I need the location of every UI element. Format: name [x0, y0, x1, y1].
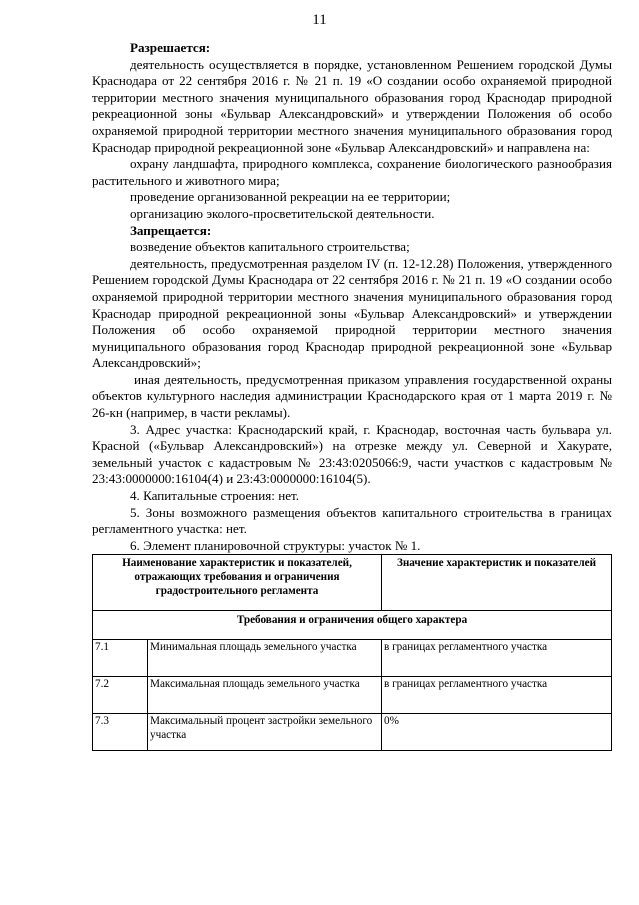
section-planning-element: 6. Элемент планировочной структуры: участок № 1. — [130, 537, 421, 553]
row-number: 7.3 — [93, 714, 148, 751]
table-header-row — [93, 555, 612, 611]
section-placement-zones: 5. Зоны возможного размещения объектов капитального строительства в границах регламентного участка: нет. — [92, 504, 612, 537]
table-header-right: Значение характеристик и показателей — [382, 555, 612, 611]
allowed-item: организацию эколого-просветительской деятельности. — [130, 205, 435, 221]
table-group-row — [93, 611, 612, 640]
prohibited-item: возведение объектов капитального строительства; — [130, 239, 410, 255]
row-number: 7.2 — [93, 677, 148, 714]
document-body — [92, 40, 612, 751]
row-value: 0% — [382, 714, 612, 751]
allowed-intro: деятельность осуществляется в порядке, установленном Решением городской Думы Краснодара от 22 сентября 2016 г. № 21 п. 19 «О создании особо охраняемой природной территории местного значения муниципального образования город Краснодар природной рекреационной зоны «Бульвар Александровский» и утверждении Положения об особо охраняемой природной территории местного значения муниципального образования город Краснодар природной рекреационной зоне «Бульвар Александровский» и направлена на: — [92, 56, 612, 155]
allowed-item: проведение организованной рекреации на ее территории; — [130, 189, 451, 205]
table-header-left: Наименование характеристик и показателей, отражающих требования и ограничения градостроительного регламента — [93, 555, 382, 611]
row-value: в границах регламентного участка — [382, 640, 612, 677]
allowed-heading: Разрешается: — [130, 40, 211, 55]
page-number: 11 — [312, 12, 327, 28]
section-address: 3. Адрес участка: Краснодарский край, г. Краснодар, восточная часть бульвара ул. Красной («Бульвар Александровский») на отрезке между ул. Северной и Хакурате, земельный участок с кадастровым № 23:43:0205066:9, части участков с кадастровым № 23:43:0000000:16104(4) и 23:43:0000000:16104(5). — [92, 421, 612, 487]
row-value: в границах регламентного участка — [382, 677, 612, 714]
row-name: Максимальный процент застройки земельного участка — [148, 714, 382, 751]
table-row — [93, 677, 612, 714]
prohibited-item: деятельность, предусмотренная разделом IV (п. 12-12.28) Положения, утвержденного Решением городской Думы Краснодара от 22 сентября 2016 г. № 21 п. 19 «О создании особо охраняемой природной территории местного значения муниципального образования город Краснодар природной рекреационной зоны «Бульвар Александровский» и утверждении Положения об особо охраняемой природной территории местного значения муниципального образования город Краснодар природной рекреационной зоне «Бульвар Александровский»; — [92, 255, 612, 371]
section-capital-buildings: 4. Капитальные строения: нет. — [130, 488, 300, 504]
prohibited-heading: Запрещается: — [130, 222, 212, 238]
row-name: Максимальная площадь земельного участка — [148, 677, 382, 714]
table-row — [93, 714, 612, 751]
row-number: 7.1 — [93, 640, 148, 677]
allowed-item: охрану ландшафта, природного комплекса, сохранение биологического разнообразия растительного и животного мира; — [92, 156, 612, 188]
table-row — [93, 640, 612, 677]
row-name: Минимальная площадь земельного участка — [148, 640, 382, 677]
table-group-title: Требования и ограничения общего характера — [93, 611, 612, 640]
regulation-table — [92, 554, 612, 751]
prohibited-item: иная деятельность, предусмотренная приказом управления государственной охраны объектов культурного наследия администрации Краснодарского края от 1 марта 2019 г. № 26-кн (например, в части рекламы). — [92, 371, 612, 421]
